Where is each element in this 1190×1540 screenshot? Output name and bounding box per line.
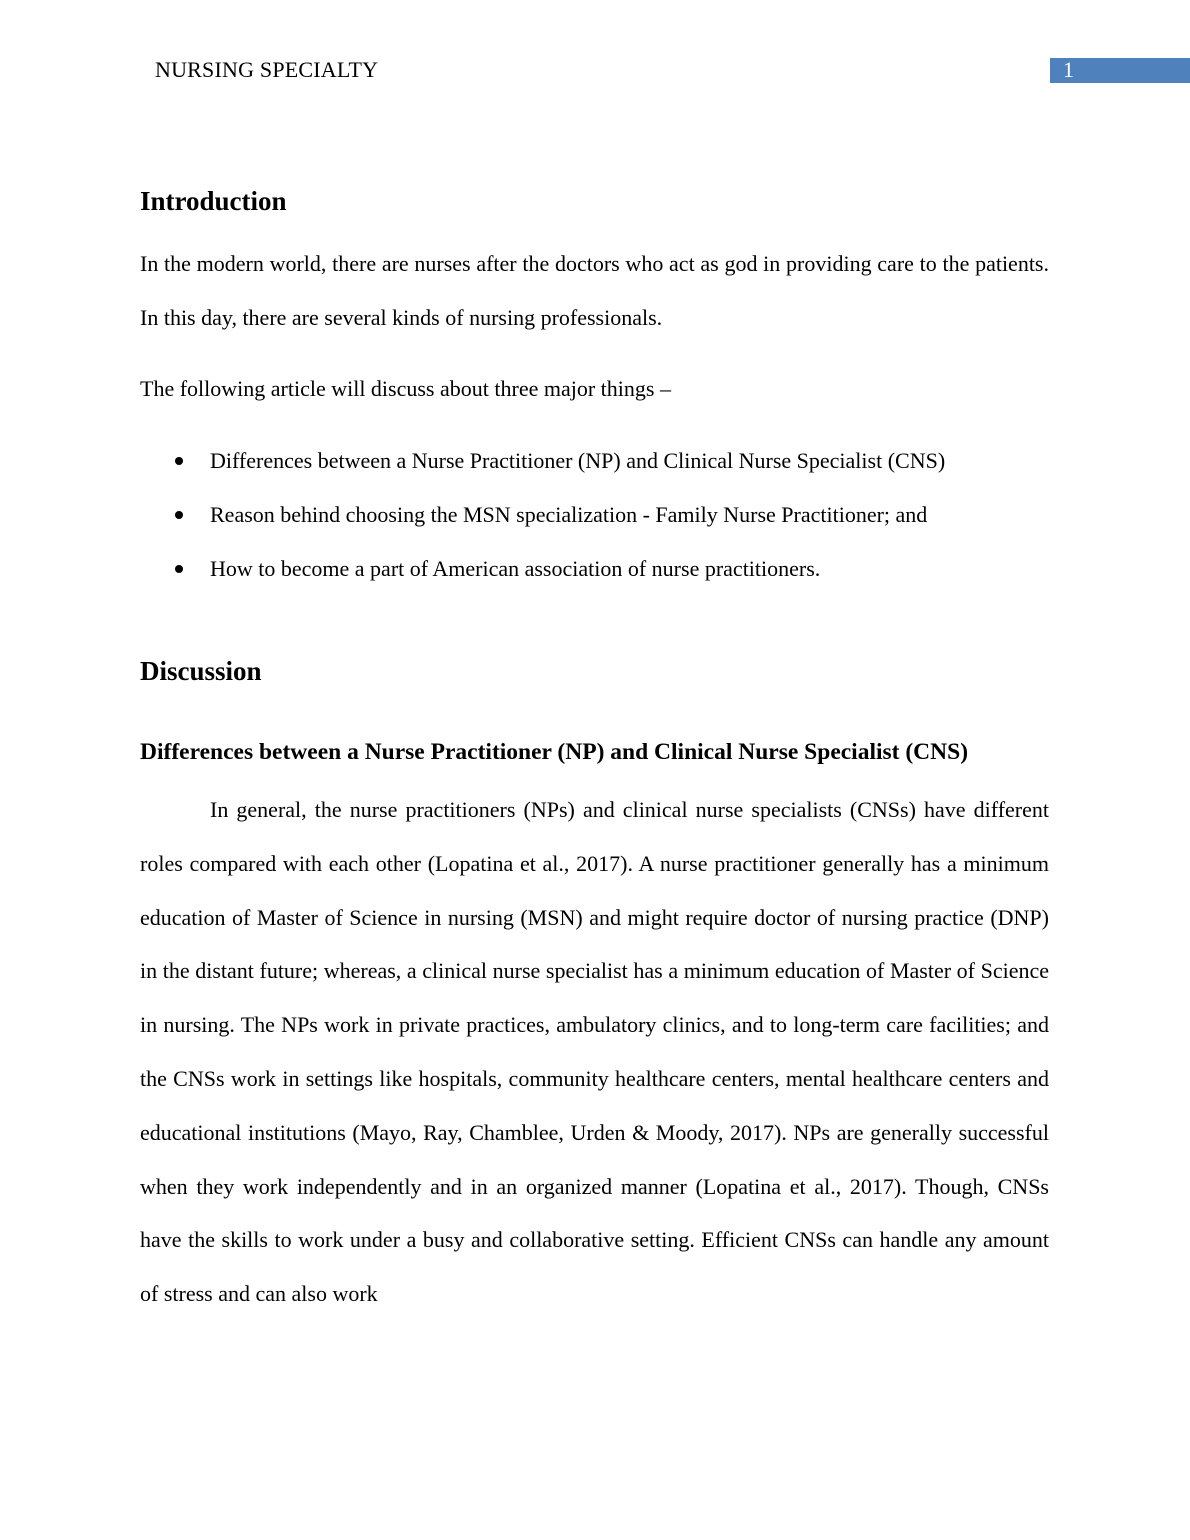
bullet-icon (175, 511, 183, 519)
discussion-heading: Discussion (140, 656, 262, 686)
bullet-icon (175, 565, 183, 573)
introduction-paragraph: In the modern world, there are nurses after the doctors who act as god in providing care to the patients. In this day, there are several kinds of nursing professionals. (140, 251, 1049, 330)
bullet-icon (175, 457, 183, 465)
page-number-box (1050, 58, 1190, 83)
differences-subheading: Differences between a Nurse Practitioner (NP) and Clinical Nurse Specialist (CNS) (140, 739, 969, 765)
article-overview-sentence: The following article will discuss about three major things – (140, 376, 671, 401)
introduction-heading: Introduction (140, 186, 287, 216)
list-item-text: How to become a part of American association of nurse practitioners. (210, 556, 821, 581)
list-item-text: Reason behind choosing the MSN specialization - Family Nurse Practitioner; and (210, 502, 928, 527)
discussion-paragraph: In general, the nurse practitioners (NPs) and clinical nurse specialists (CNSs) have different roles compared with each other (Lopatina et al., 2017). A nurse practitioner generally has a minimum education of Master of Science in nursing (MSN) and might require doctor of nursing practice (DNP) in the distant future; whereas, a clinical nurse specialist has a minimum education of Master of Science in nursing. The NPs work in private practices, ambulatory clinics, and to long-term care facilities; and the CNSs work in settings like hospitals, community healthcare centers, mental healthcare centers and educational institutions (Mayo, Ray, Chamblee, Urden & Moody, 2017). NPs are generally successful when they work independently and in an organized manner (Lopatina et al., 2017). Though, CNSs have the skills to work under a busy and collaborative setting. Efficient CNSs can handle any amount of stress and can also work (140, 797, 1049, 1307)
page-number: 1 (1063, 57, 1074, 82)
list-item-text: Differences between a Nurse Practitioner (NP) and Clinical Nurse Specialist (CNS) (210, 448, 946, 473)
running-head: NURSING SPECIALTY (155, 57, 379, 82)
